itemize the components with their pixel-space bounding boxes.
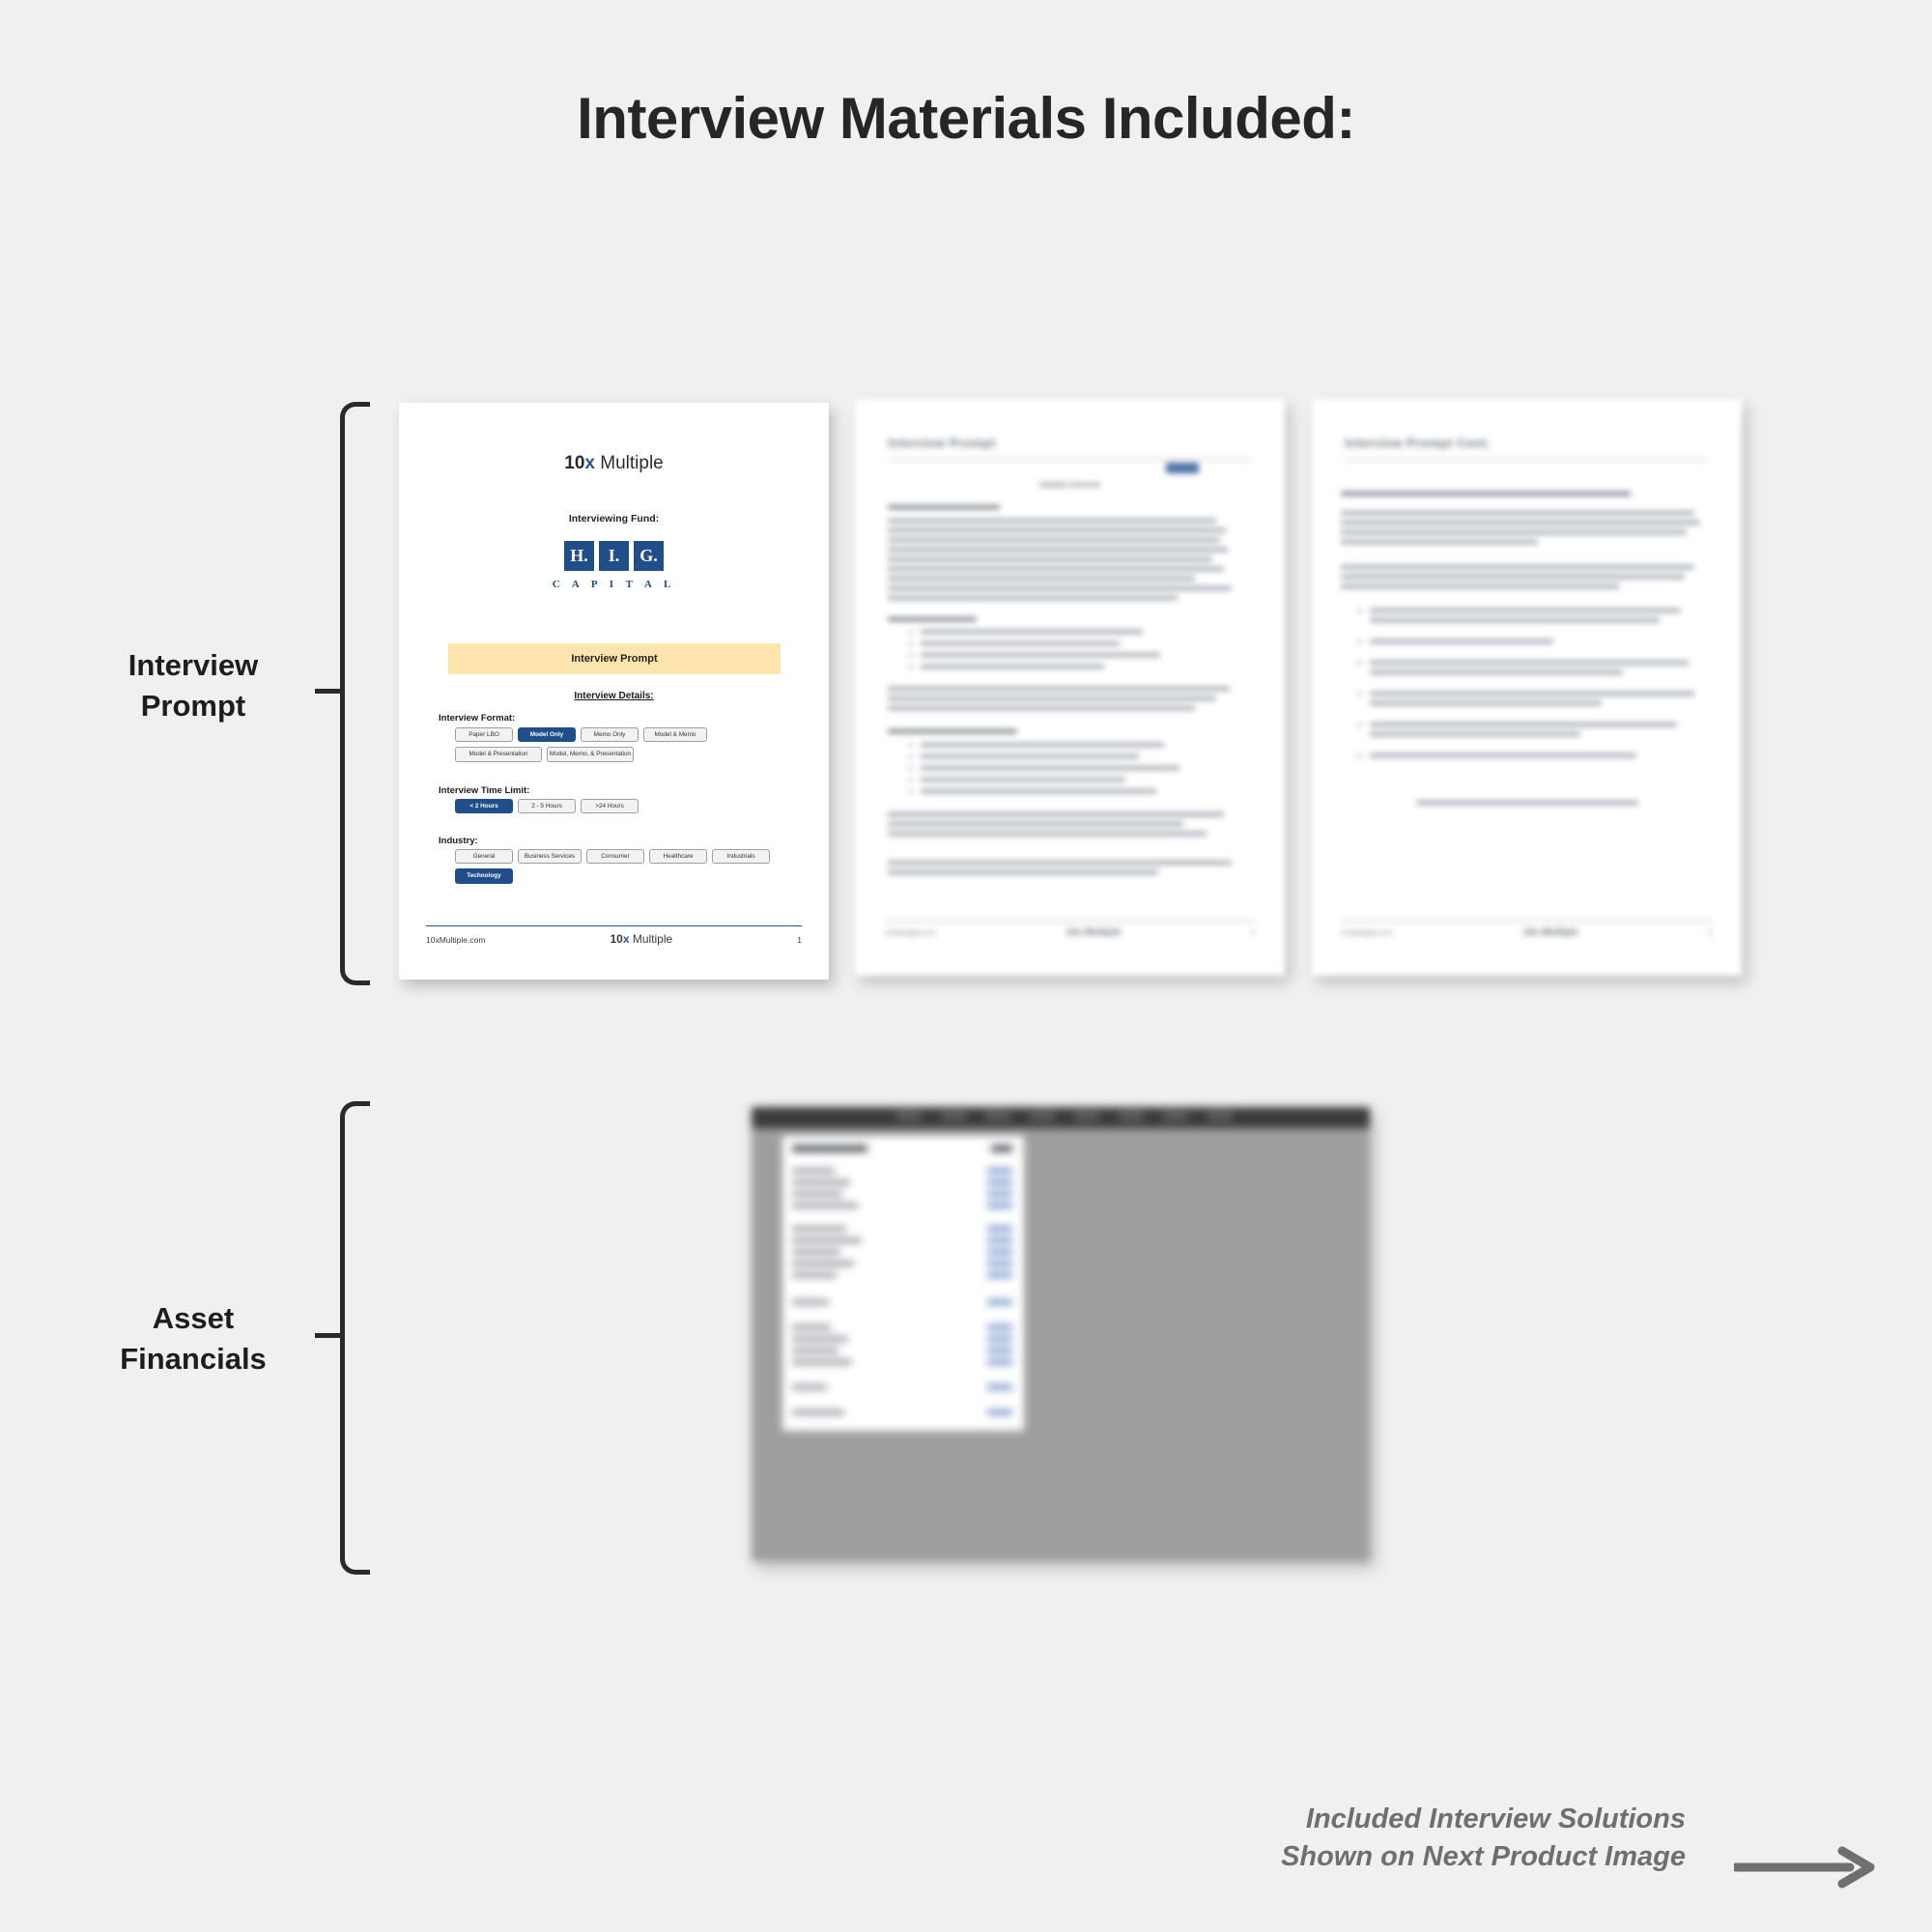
text-line	[888, 538, 1220, 542]
prompt-cont-title-divider	[1345, 459, 1708, 460]
document-page-prompt-cont[interactable]	[1312, 399, 1742, 976]
text-line	[1370, 723, 1677, 726]
text-line	[1370, 753, 1636, 757]
chip-under-2-hours[interactable]: < 2 Hours	[455, 799, 513, 813]
chip-healthcare[interactable]: Healthcare	[649, 849, 707, 864]
text-line	[888, 548, 1228, 552]
cover-footer-brand-suffix: Multiple	[629, 932, 673, 946]
worksheet-row	[792, 1227, 846, 1231]
excel-ribbon-tab[interactable]	[941, 1111, 966, 1122]
bracket-asset-financials	[340, 1101, 370, 1575]
chip-industrials[interactable]: Industrials	[712, 849, 770, 864]
text-line	[888, 822, 1183, 826]
worksheet-value	[987, 1300, 1012, 1304]
hig-letter-h: H.	[564, 541, 594, 571]
hig-capital-logo	[399, 541, 829, 590]
chip-2-to-5-hours[interactable]: 2 - 5 Hours	[518, 799, 576, 813]
worksheet-row	[792, 1204, 858, 1208]
excel-ribbon-tab[interactable]	[1208, 1111, 1233, 1122]
bullet-dot	[1358, 662, 1361, 665]
section-label-line-1: Interview	[128, 648, 259, 682]
prompt-page-title-divider	[888, 459, 1251, 460]
chip-model-and-memo[interactable]: Model & Memo	[643, 727, 707, 742]
text-line	[921, 789, 1156, 793]
bullet-dot	[909, 666, 912, 668]
chip-model-and-presentation[interactable]: Model & Presentation	[455, 747, 542, 761]
document-page-cover[interactable]	[399, 403, 829, 980]
text-line	[921, 743, 1164, 747]
excel-ribbon-tab[interactable]	[896, 1111, 922, 1122]
prompt-footer-website: 10xMultiple.com	[884, 928, 937, 937]
text-line	[888, 861, 1232, 865]
document-page-prompt[interactable]	[855, 399, 1285, 976]
bullet-dot	[1358, 754, 1361, 757]
text-line	[888, 528, 1226, 532]
text-line	[888, 567, 1224, 571]
worksheet-row	[792, 1337, 848, 1341]
chip-business-services[interactable]: Business Services	[518, 849, 582, 864]
worksheet-row	[792, 1360, 852, 1364]
chipset-interview-format	[455, 727, 774, 762]
text-line	[1370, 661, 1689, 665]
text-line	[888, 586, 1232, 590]
worksheet-value	[987, 1180, 1012, 1184]
worksheet-value	[987, 1262, 1012, 1265]
section-label-line-1: Asset	[152, 1301, 235, 1335]
text-line	[1370, 701, 1602, 705]
bullet-dot	[909, 767, 912, 770]
prompt-cont-footer-brand: 10x Multiple	[1522, 927, 1578, 938]
text-line	[888, 505, 1000, 509]
bullet-dot	[909, 642, 912, 645]
hig-logo-subtitle: C A P I T A L	[552, 579, 676, 590]
excel-ribbon-tab[interactable]	[1074, 1111, 1099, 1122]
cover-details-heading: Interview Details:	[574, 691, 654, 701]
brand-x: x	[584, 453, 595, 473]
text-line	[1341, 575, 1685, 579]
text-line	[1341, 492, 1631, 496]
text-line	[888, 577, 1195, 581]
bullet-dot	[909, 631, 912, 634]
text-line	[1370, 732, 1580, 736]
chipset-interview-time-limit	[455, 799, 774, 813]
worksheet-value	[987, 1238, 1012, 1242]
prompt-footer	[884, 927, 1255, 938]
worksheet-value	[987, 1273, 1012, 1277]
text-line	[888, 596, 1178, 600]
bullet-dot	[909, 790, 912, 793]
text-line	[1341, 565, 1694, 569]
section-label-asset-financials	[48, 1298, 338, 1379]
text-line	[1341, 530, 1687, 534]
excel-ribbon-tab[interactable]	[1163, 1111, 1188, 1122]
bullet-dot	[909, 654, 912, 657]
prompt-footer-brand: 10x Multiple	[1065, 927, 1122, 938]
worksheet-value	[987, 1325, 1012, 1329]
prompt-cont-footer-page-number: 3	[1707, 928, 1712, 937]
worksheet-value	[987, 1360, 1012, 1364]
brand-suffix: Multiple	[594, 453, 664, 473]
text-line	[1370, 609, 1681, 612]
text-line	[888, 519, 1216, 523]
text-line	[888, 696, 1216, 700]
worksheet-row	[792, 1273, 837, 1277]
text-line	[888, 706, 1195, 710]
bullet-dot	[909, 744, 912, 747]
section-label-interview-prompt	[48, 645, 338, 726]
bullet-dot	[909, 755, 912, 758]
worksheet-header-value	[991, 1146, 1012, 1151]
worksheet-row	[792, 1349, 838, 1352]
prompt-cont-footer-website: 10xMultiple.com	[1341, 928, 1394, 937]
worksheet-row	[792, 1238, 862, 1242]
cover-banner-interview-prompt: Interview Prompt	[448, 643, 781, 674]
text-line	[888, 729, 1017, 733]
chip-general[interactable]: General	[455, 849, 513, 864]
excel-asset-financials-screenshot[interactable]	[752, 1107, 1370, 1561]
text-line	[1416, 801, 1638, 805]
brand-prefix: 10	[564, 453, 585, 473]
cover-footer-brand	[610, 932, 672, 946]
label-industry: Industry:	[439, 836, 478, 846]
prompt-cont-footer-divider	[1341, 921, 1712, 922]
prompt-highlight-badge	[1166, 463, 1199, 473]
cover-footer	[426, 932, 802, 946]
hig-letter-i: I.	[599, 541, 629, 571]
bullet-dot	[1358, 640, 1361, 643]
worksheet-row	[792, 1180, 850, 1184]
prompt-cont-footer	[1341, 927, 1712, 938]
worksheet-row	[792, 1192, 842, 1196]
text-line	[888, 832, 1207, 836]
footer-note-line-1: Included Interview Solutions	[1305, 1804, 1686, 1834]
cover-brand-logo	[399, 453, 829, 474]
chip-consumer[interactable]: Consumer	[586, 849, 644, 864]
worksheet-row	[792, 1300, 829, 1304]
cover-footer-website: 10xMultiple.com	[426, 935, 486, 945]
cover-fund-label: Interviewing Fund:	[568, 513, 660, 525]
worksheet-value	[987, 1410, 1012, 1414]
worksheet-value	[987, 1250, 1012, 1254]
cover-footer-divider	[426, 925, 802, 926]
text-line	[921, 778, 1125, 781]
chip-over-24-hours[interactable]: >24 Hours	[581, 799, 639, 813]
text-line	[921, 754, 1139, 758]
text-line	[921, 766, 1179, 770]
worksheet-row	[792, 1385, 827, 1389]
bracket-nub-asset-financials	[315, 1333, 340, 1338]
text-line	[888, 812, 1224, 816]
chip-technology[interactable]: Technology	[455, 868, 513, 883]
cover-footer-brand-x: x	[622, 932, 630, 946]
excel-ribbon-tabs	[896, 1111, 1233, 1122]
worksheet-value	[987, 1192, 1012, 1196]
footer-note	[1281, 1801, 1686, 1876]
prompt-cont-page-title: Interview Prompt Cont.	[1345, 436, 1492, 450]
chip-paper-lbo[interactable]: Paper LBO	[455, 727, 513, 742]
worksheet-row	[792, 1410, 844, 1414]
text-line	[1341, 521, 1700, 525]
label-interview-format: Interview Format:	[439, 713, 516, 724]
text-line	[1341, 511, 1694, 515]
chipset-industry	[455, 849, 774, 884]
text-line	[921, 641, 1120, 645]
prompt-section-heading: Situation Overview	[1038, 482, 1101, 489]
text-line	[888, 557, 1212, 561]
page-title: Interview Materials Included:	[577, 86, 1355, 151]
prompt-footer-divider	[884, 921, 1255, 922]
worksheet-row	[792, 1169, 835, 1173]
prompt-footer-page-number: 2	[1250, 928, 1255, 937]
worksheet-value	[987, 1337, 1012, 1341]
worksheet-value	[987, 1349, 1012, 1352]
section-label-line-2: Financials	[120, 1341, 267, 1376]
excel-worksheet[interactable]	[782, 1136, 1024, 1431]
bullet-dot	[1358, 724, 1361, 726]
bullet-dot	[1358, 693, 1361, 696]
worksheet-row	[792, 1250, 840, 1254]
worksheet-value	[987, 1169, 1012, 1173]
text-line	[888, 617, 977, 621]
text-line	[1370, 670, 1623, 674]
bullet-dot	[1358, 610, 1361, 612]
text-line	[921, 630, 1143, 634]
chip-memo-only[interactable]: Memo Only	[581, 727, 639, 742]
excel-ribbon-tab[interactable]	[1030, 1111, 1055, 1122]
text-line	[888, 870, 1158, 874]
chip-model-memo-presentation[interactable]: Model, Memo, & Presentation	[547, 747, 634, 761]
text-line	[1370, 692, 1694, 696]
hig-letter-row	[564, 541, 664, 571]
worksheet-value	[987, 1204, 1012, 1208]
hig-letter-g: G.	[634, 541, 664, 571]
worksheet-value	[987, 1227, 1012, 1231]
text-line	[1341, 540, 1538, 544]
text-line	[1370, 618, 1660, 622]
text-line	[921, 653, 1160, 657]
text-line	[888, 687, 1230, 691]
text-line	[1341, 584, 1619, 588]
worksheet-value	[987, 1385, 1012, 1389]
excel-ribbon-tab[interactable]	[985, 1111, 1010, 1122]
worksheet-row	[792, 1262, 854, 1265]
chip-model-only[interactable]: Model Only	[518, 727, 576, 742]
prompt-page-title: Interview Prompt	[888, 436, 996, 450]
text-line	[921, 665, 1104, 668]
cover-footer-brand-prefix: 10	[610, 932, 623, 946]
bracket-interview-prompt	[340, 402, 370, 985]
bracket-nub-interview-prompt	[315, 689, 340, 694]
excel-ribbon-tab[interactable]	[1119, 1111, 1144, 1122]
bullet-dot	[909, 779, 912, 781]
label-interview-time-limit: Interview Time Limit:	[439, 785, 530, 796]
section-label-line-2: Prompt	[140, 688, 246, 723]
arrow-right-icon	[1734, 1845, 1879, 1889]
cover-footer-page-number: 1	[797, 935, 802, 945]
text-line	[1370, 639, 1553, 643]
footer-note-line-2: Shown on Next Product Image	[1281, 1841, 1686, 1873]
worksheet-row	[792, 1325, 831, 1329]
worksheet-header-label	[792, 1146, 867, 1151]
